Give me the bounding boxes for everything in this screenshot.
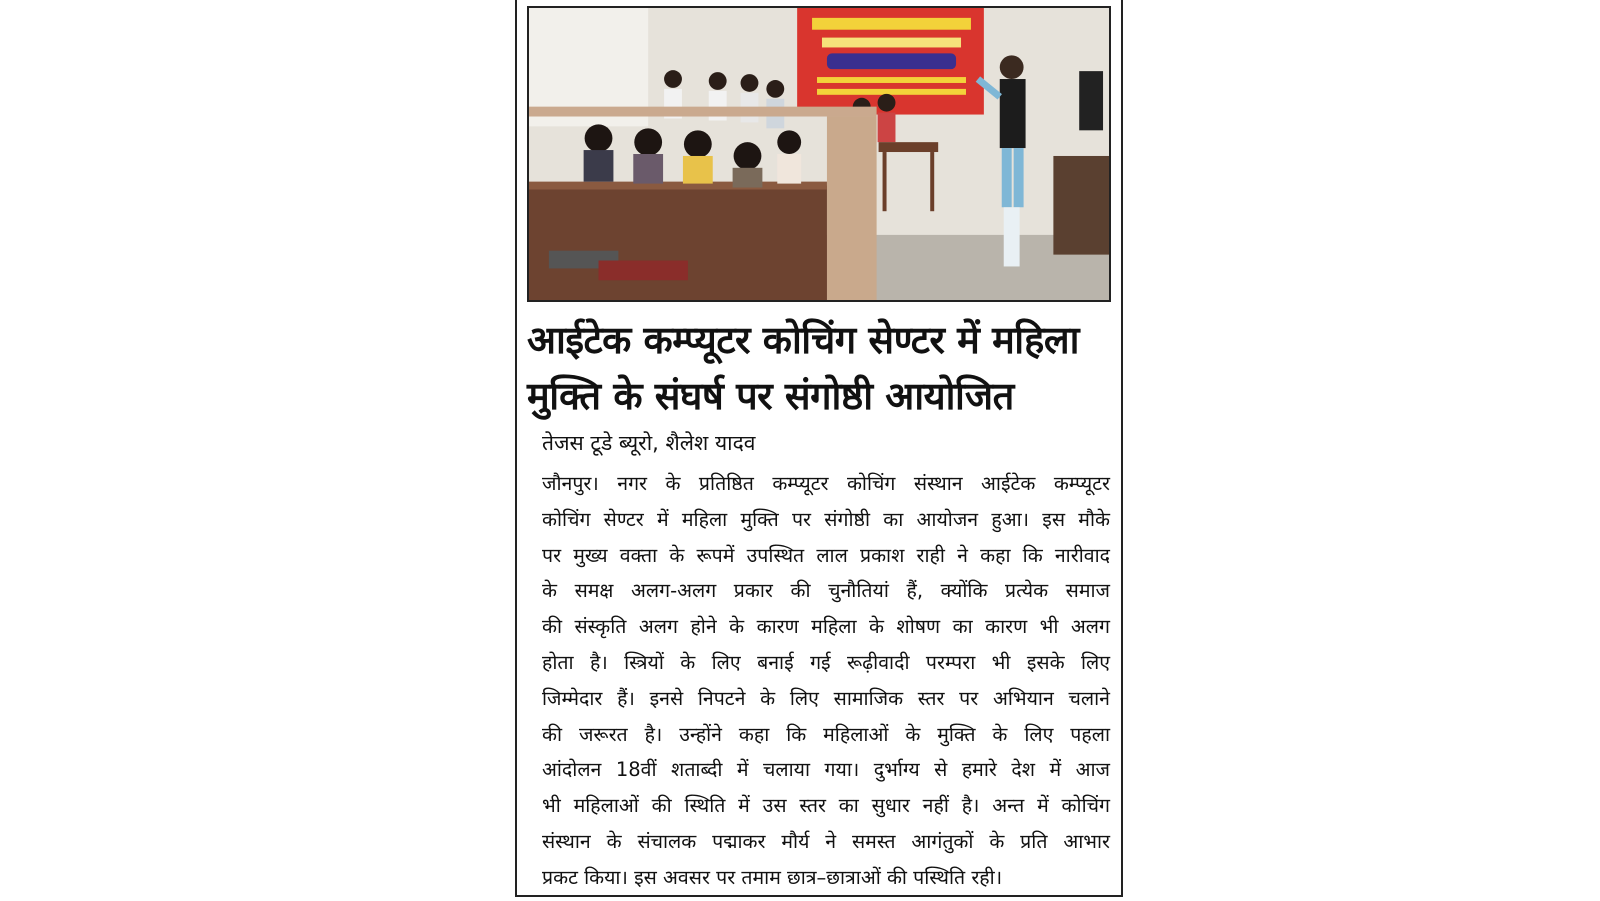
body-line: के समक्ष अलग-अलग प्रकार की चुनौतियां हैं, क्योंकि प्रत्येक समाज: [542, 579, 1110, 603]
body-line: कोचिंग सेण्टर में महिला मुक्ति पर संगोष्ठी का आयोजन हुआ। इस मौके: [542, 507, 1110, 531]
body-line: संस्थान के संचालक पद्माकर मौर्य ने समस्त आगंतुकों के प्रति आभार: [542, 829, 1110, 853]
body-line: की संस्कृति अलग होने के कारण महिला के शोषण का कारण भी अलग: [542, 615, 1110, 639]
headline: [527, 312, 1117, 424]
headline-line: आईटेक कम्प्यूटर कोचिंग सेण्टर में महिला: [527, 318, 1079, 362]
body-line: प्रकट किया। इस अवसर पर तमाम छात्र–छात्राओं की पस्थिति रही।: [542, 865, 1003, 889]
body-line: जौनपुर। नगर के प्रतिष्ठित कम्प्यूटर कोचिंग संस्थान आईटेक कम्प्यूटर: [542, 472, 1110, 495]
body-line: की जरूरत है। उन्होंने कहा कि महिलाओं के मुक्ति के लिए पहला: [542, 722, 1110, 746]
byline: तेजस टूडे ब्यूरो, शैलेश यादव: [542, 431, 756, 455]
news-clipping: [515, 0, 1123, 897]
body-line: आंदोलन 18वीं शताब्दी में चलाया गया। दुर्भाग्य से हमारे देश में आज: [542, 758, 1110, 782]
body-line: जिम्मेदार हैं। इनसे निपटने के लिए सामाजिक स्तर पर अभियान चलाने: [542, 686, 1110, 710]
news-photo: [527, 6, 1111, 302]
body-line: होता है। स्त्रियों के लिए बनाई गई रूढ़ीवादी परम्परा भी इसके लिए: [542, 650, 1110, 674]
article-body: [542, 466, 1110, 896]
body-line: भी महिलाओं की स्थिति में उस स्तर का सुधार नहीं है। अन्त में कोचिंग: [542, 794, 1110, 818]
headline-line: मुक्ति के संघर्ष पर संगोष्ठी आयोजित: [527, 374, 1014, 418]
seminar-photo-illustration: [529, 8, 1109, 300]
body-line: पर मुख्य वक्ता के रूपमें उपस्थित लाल प्रकाश राही ने कहा कि नारीवाद: [542, 543, 1110, 567]
